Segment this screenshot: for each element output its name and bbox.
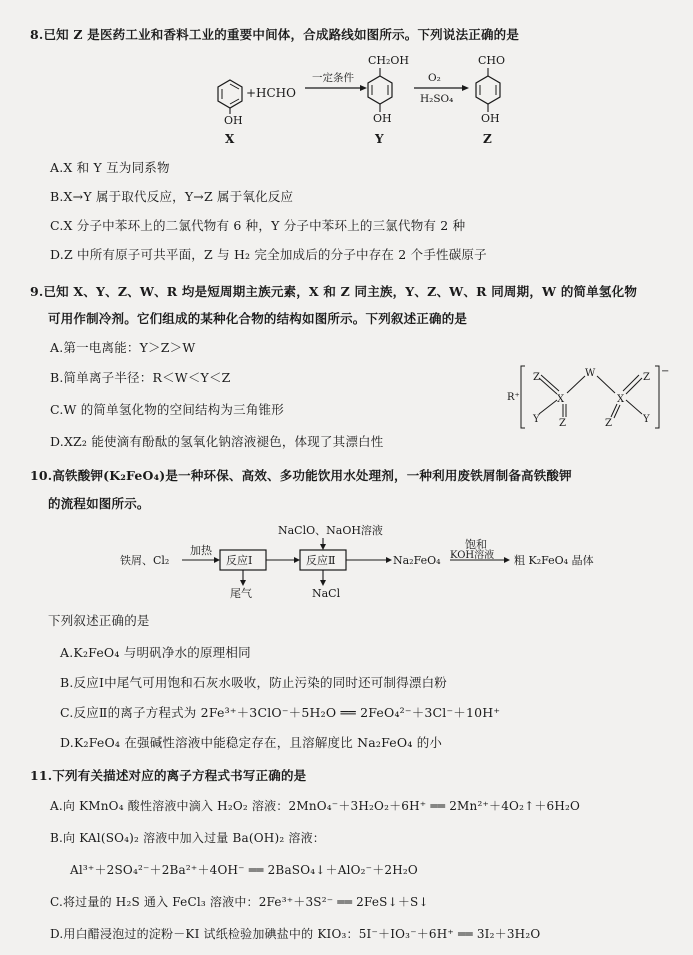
q8-reaction-scheme (200, 50, 520, 150)
q11-option-d: D.用白醋浸泡过的淀粉－KI 试纸检验加碘盐中的 KIO₃：5I⁻＋IO₃⁻＋6H⁺ ══ 3I₂＋3H₂O (50, 927, 541, 941)
q11-option-c: C.将过量的 H₂S 通入 FeCl₃ 溶液中：2Fe³⁺＋3S²⁻ ══ 2FeS↓＋S↓ (50, 895, 429, 909)
q9-option-c: C.W 的简单氢化物的空间结构为三角锥形 (50, 402, 284, 417)
q8-option-c: C.X 分子中苯环上的二氯代物有 6 种，Y 分子中苯环上的三氯代物有 2 种 (50, 218, 466, 233)
atom-y-right: Y (643, 414, 650, 425)
flow-sat-bottom: KOH溶液 (450, 550, 495, 561)
x-substituent: OH (224, 114, 243, 127)
q8-option-b: B.X→Y 属于取代反应，Y→Z 属于氧化反应 (50, 189, 294, 204)
flow-exhaust: 尾气 (230, 587, 252, 600)
q9-structure-diagram (505, 362, 675, 434)
z-bottom: OH (481, 112, 500, 125)
q11-option-a: A.向 KMnO₄ 酸性溶液中滴入 H₂O₂ 溶液：2MnO₄⁻＋3H₂O₂＋6H⁺ ══ 2Mn²⁺＋4O₂↑＋6H₂O (50, 799, 581, 813)
flow-intermediate: Na₂FeO₄ (393, 554, 441, 567)
q8-stem: 8.已知 Z 是医药工业和香料工业的重要中间体，合成路线如图所示。下列说法正确的是 (30, 27, 520, 42)
q10-option-b: B.反应Ⅰ中尾气可用饱和石灰水吸收，防止污染的同时还可制得漂白粉 (60, 675, 447, 690)
flow-sat-top: 饱和 (465, 538, 487, 551)
molecule-y (368, 54, 409, 146)
q11-stem: 11.下列有关描述对应的离子方程式书写正确的是 (30, 768, 307, 783)
q10-stem-line1: 10.高铁酸钾(K₂FeO₄)是一种环保、高效、多功能饮用水处理剂，一种利用废铁屑制备高铁酸钾 (30, 468, 572, 483)
y-bottom: OH (373, 112, 392, 125)
flow-product: 粗 K₂FeO₄ 晶体 (514, 554, 594, 567)
q10-option-c: C.反应Ⅱ的离子方程式为 2Fe³⁺＋3ClO⁻＋5H₂O ══ 2FeO₄²⁻＋3Cl⁻＋10H⁺ (60, 705, 501, 720)
atom-x-left: X (557, 394, 565, 405)
q10-option-d: D.K₂FeO₄ 在强碱性溶液中能稳定存在，且溶解度比 Na₂FeO₄ 的小 (60, 735, 443, 750)
q11-option-b: B.向 KAl(SO₄)₂ 溶液中加入过量 Ba(OH)₂ 溶液： (50, 831, 325, 845)
q10-flow-diagram (120, 522, 620, 602)
atom-w: W (585, 368, 596, 379)
flow-heat: 加热 (190, 544, 212, 557)
q10-stem-line2: 的流程如图所示。 (48, 496, 150, 511)
condition-2-top: O₂ (428, 72, 441, 84)
molecule-z (476, 54, 505, 146)
q9-option-b: B.简单离子半径：R＜W＜Y＜Z (50, 370, 231, 385)
anion-charge: − (661, 366, 670, 377)
q9-stem-line1: 9.已知 X、Y、Z、W、R 均是短周期主族元素，X 和 Z 同主族，Y、Z、W、R 同周期，W 的简单氢化物 (30, 284, 638, 299)
q9-stem-line2: 可用作制冷剂。它们组成的某种化合物的结构如图所示。下列叙述正确的是 (48, 311, 468, 326)
flow-step2: 反应Ⅱ (306, 554, 336, 567)
q9-option-a: A.第一电离能：Y＞Z＞W (50, 340, 196, 355)
q10-prompt: 下列叙述正确的是 (48, 613, 150, 628)
atom-z-right-bottom: Z (605, 418, 612, 429)
condition-2-bottom: H₂SO₄ (420, 93, 454, 105)
atom-z-left-bottom: Z (559, 418, 566, 429)
flow-byproduct: NaCl (312, 587, 341, 600)
plus-sign: + (246, 86, 257, 100)
condition-1: 一定条件 (312, 72, 354, 84)
q8-option-a: A.X 和 Y 互为同系物 (50, 160, 170, 175)
q11-option-b-equation: Al³⁺＋2SO₄²⁻＋2Ba²⁺＋4OH⁻ ══ 2BaSO₄↓＋AlO₂⁻＋2H₂O (70, 863, 418, 877)
atom-z-right-top: Z (643, 372, 650, 383)
flow-start: 铁屑、Cl₂ (120, 554, 170, 567)
q10-option-a: A.K₂FeO₄ 与明矾净水的原理相同 (60, 645, 251, 660)
z-top: CHO (478, 54, 506, 67)
flow-step1: 反应Ⅰ (226, 554, 253, 567)
molecule-x (218, 80, 243, 146)
q8-option-d: D.Z 中所有原子可共平面，Z 与 H₂ 完全加成后的分子中存在 2 个手性碳原子 (50, 247, 487, 262)
flow-reagents2: NaClO、NaOH溶液 (278, 524, 383, 537)
label-z: Z (483, 132, 492, 146)
reagent-hcho: HCHO (256, 86, 296, 100)
cation-r: R⁺ (507, 392, 520, 403)
y-top: CH₂OH (368, 54, 410, 67)
label-y: Y (375, 132, 384, 146)
label-x: X (225, 132, 235, 146)
q9-option-d: D.XZ₂ 能使滴有酚酞的氢氧化钠溶液褪色，体现了其漂白性 (50, 434, 384, 449)
atom-y-left: Y (533, 414, 540, 425)
atom-x-right: X (617, 394, 625, 405)
atom-z-left-top: Z (533, 372, 540, 383)
